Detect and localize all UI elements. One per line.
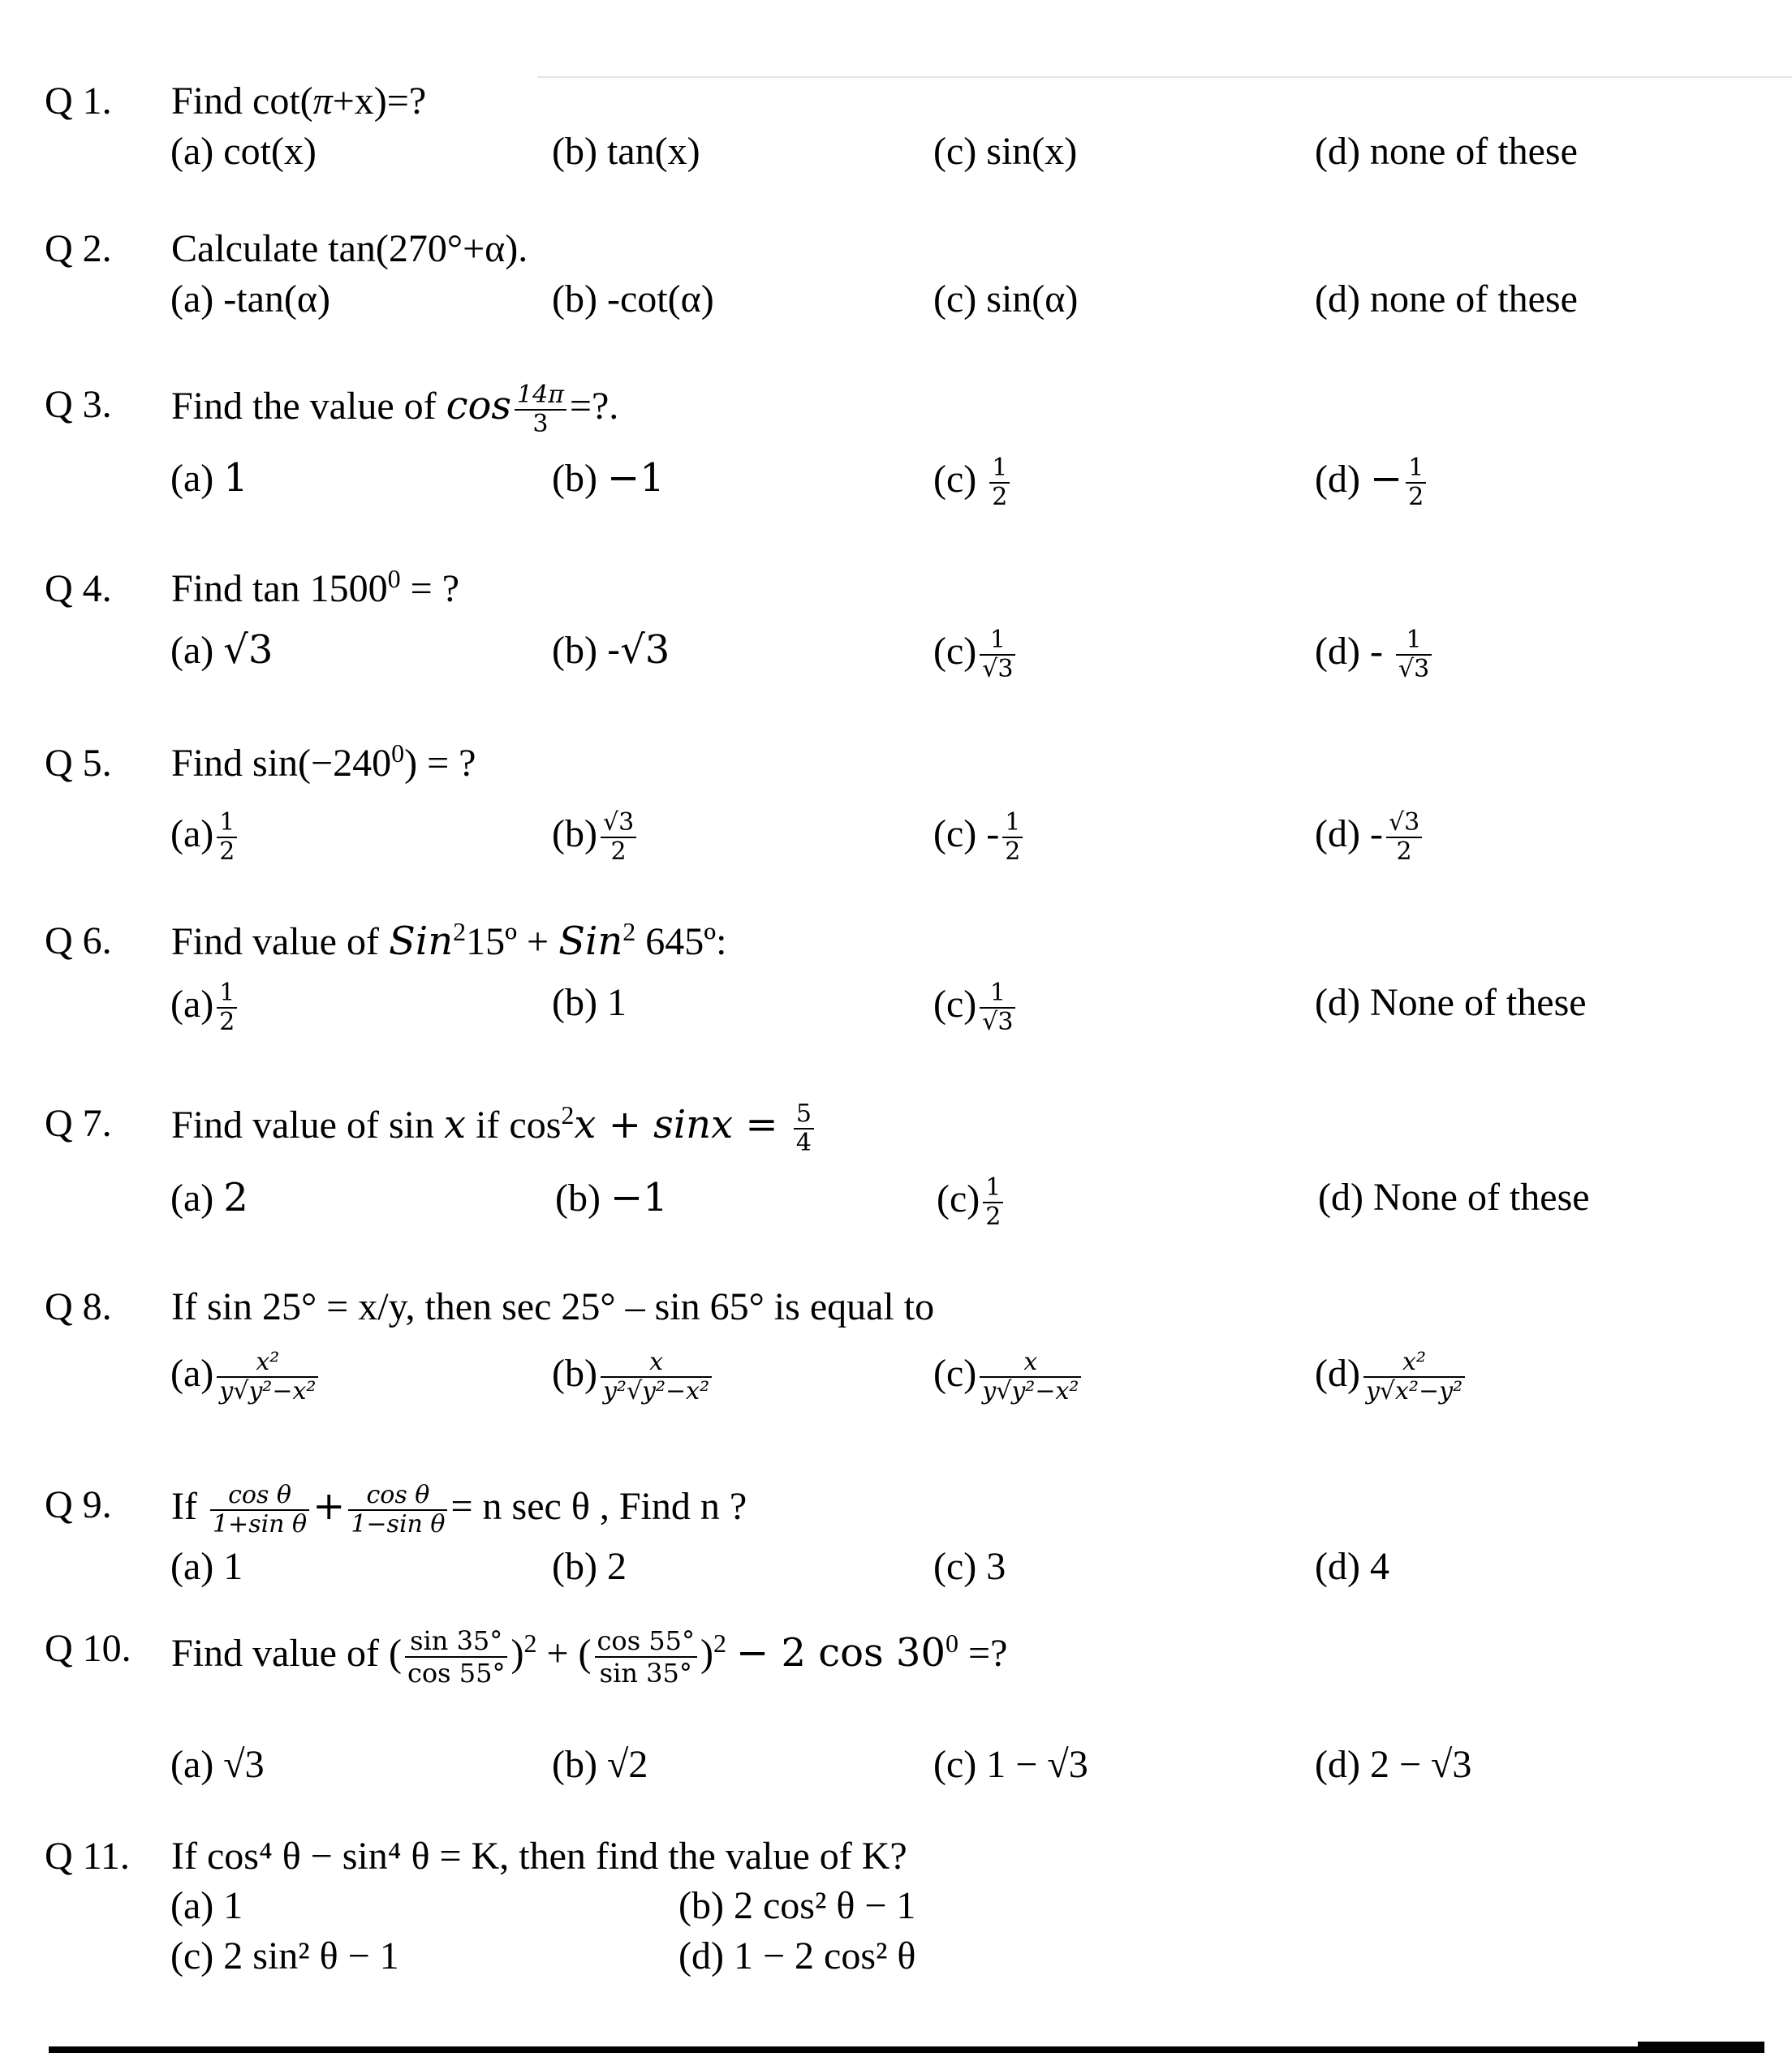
question-text: Find cot(π+x)=?	[171, 80, 427, 123]
option-b[interactable]: (b) −1	[552, 455, 665, 501]
question-number: Q 10.	[45, 1627, 131, 1670]
option-a[interactable]: (a) √3	[170, 1743, 265, 1786]
option-c[interactable]: (c) - $\frac{1}{2}$	[933, 809, 1026, 866]
option-a[interactable]: (a) 1	[170, 1545, 243, 1588]
option-c[interactable]: (c) sin(α)	[933, 278, 1079, 321]
option-b[interactable]: (b) $\frac{x}{\text{y²√y²−x²}}$	[552, 1349, 715, 1405]
option-d[interactable]: (d) none of these	[1315, 278, 1578, 321]
bottom-rule	[49, 2046, 1745, 2053]
question-text: Find $\tan 1500^0$ = ?	[171, 564, 460, 610]
question-text: Find value of ( $\frac{\sin 35^\circ}{\cos 55^\circ}$ )$^2$ + ( $\frac{\cos 55^\circ}{\sin 35^\circ}$ )$^2$ − 2 $\cos 30^0$ =?	[171, 1625, 1008, 1689]
option-d[interactable]: (d) None of these	[1318, 1176, 1590, 1219]
option-c[interactable]: (c) sin(x)	[933, 130, 1078, 173]
option-c[interactable]: (c) $\frac{1}{2}$	[933, 454, 1013, 511]
question-text: Find value of Sin$^2$15º + Sin$^2$ 645º:	[171, 917, 727, 964]
option-a[interactable]: (a) $\frac{\text{x²}}{\text{y√y²−x²}}$	[170, 1349, 321, 1405]
question-text: If cos⁴ θ − sin⁴ θ = K, then find the value of K?	[171, 1835, 907, 1878]
option-d[interactable]: (d) 2 − √3	[1315, 1743, 1472, 1786]
option-b[interactable]: (b) 2 cos² θ − 1	[678, 1884, 916, 1927]
question-text: Find $\sin(-240^0)$ = ?	[171, 738, 476, 785]
option-d[interactable]: (d) $\frac{\text{x²}}{\text{y√x²−y²}}$	[1315, 1349, 1468, 1405]
option-a[interactable]: (a) $\frac{1}{2}$	[170, 979, 240, 1036]
question-text: Find the value of cos $\frac{14\pi}{3}$ =?.	[171, 381, 619, 438]
option-c[interactable]: (c) 3	[933, 1545, 1006, 1588]
question-number: Q 8.	[45, 1285, 112, 1328]
question-number: Q 9.	[45, 1483, 112, 1526]
option-a[interactable]: (a) 1	[170, 1884, 243, 1927]
option-c[interactable]: (c) 2 sin² θ − 1	[170, 1934, 399, 1977]
question-number: Q 2.	[45, 227, 112, 270]
option-d[interactable]: (d) - $\frac{1}{√3}$	[1315, 626, 1435, 683]
option-b[interactable]: (b) 1	[552, 981, 627, 1024]
question-number: Q 3.	[45, 383, 112, 426]
option-d[interactable]: (d) - $\frac{√3}{2}$	[1315, 809, 1425, 866]
option-c[interactable]: (c) $\frac{x}{\text{y√y²−x²}}$	[933, 1349, 1084, 1405]
option-b[interactable]: (b) 2	[552, 1545, 627, 1588]
question-text: If $\frac{\text{cos θ}}{\text{1+sin θ}}$ + $\frac{\text{cos θ}}{\text{1−sin θ}}$ = n sec θ , Find n ?	[171, 1481, 747, 1538]
option-d[interactable]: (d) 1 − 2 cos² θ	[678, 1934, 916, 1977]
question-number: Q 4.	[45, 567, 112, 610]
option-c[interactable]: (c) $\frac{1}{√3}$	[933, 626, 1019, 683]
bottom-rule-tab	[1638, 2042, 1764, 2053]
option-b[interactable]: (b) √2	[552, 1743, 648, 1786]
option-c[interactable]: (c) 1 − √3	[933, 1743, 1088, 1786]
option-c[interactable]: (c) $\frac{1}{2}$	[937, 1174, 1006, 1231]
question-number: Q 1.	[45, 80, 112, 123]
option-a[interactable]: (a) 2	[170, 1175, 248, 1220]
option-a[interactable]: (a) 1	[170, 455, 248, 501]
option-b[interactable]: (b) −1	[555, 1175, 668, 1220]
question-text: Calculate tan(270°+α).	[171, 227, 528, 270]
option-a[interactable]: (a) -tan(α)	[170, 278, 331, 321]
question-text: Find value of sin x if $\cos^2x + \sin x$ = $\frac{5}{4}$	[171, 1100, 817, 1157]
option-a[interactable]: (a) √3	[170, 627, 274, 673]
question-number: Q 5.	[45, 742, 112, 785]
question-number: Q 6.	[45, 919, 112, 962]
option-d[interactable]: (d) None of these	[1315, 981, 1587, 1024]
question-text: If sin 25° = x/y, then sec 25° – sin 65° is equal to	[171, 1285, 935, 1328]
option-b[interactable]: (b) tan(x)	[552, 130, 700, 173]
option-b[interactable]: (b) -cot(α)	[552, 278, 714, 321]
option-c[interactable]: (c) $\frac{1}{√3}$	[933, 979, 1019, 1036]
question-number: Q 7.	[45, 1102, 112, 1145]
option-a[interactable]: (a) $\frac{1}{2}$	[170, 809, 240, 866]
question-number: Q 11.	[45, 1835, 130, 1878]
option-d[interactable]: (d) none of these	[1315, 130, 1578, 173]
option-d[interactable]: (d) 4	[1315, 1545, 1389, 1588]
top-rule	[537, 76, 1792, 78]
option-b[interactable]: (b) -√3	[552, 627, 670, 673]
option-b[interactable]: (b) $\frac{√3}{2}$	[552, 809, 640, 866]
option-d[interactable]: (d) − $\frac{1}{2}$	[1315, 454, 1429, 511]
option-a[interactable]: (a) cot(x)	[170, 130, 317, 173]
